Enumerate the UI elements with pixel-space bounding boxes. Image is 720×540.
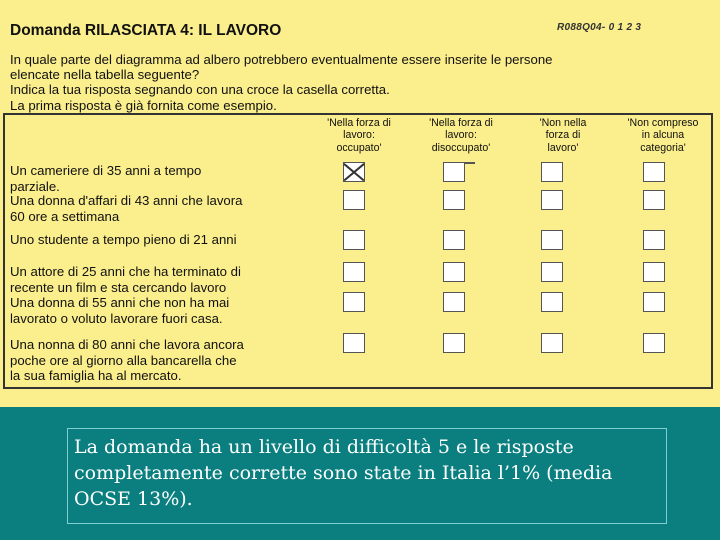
- row-label-cameriere: Un cameriere di 35 anni a tempo parziale.: [10, 163, 202, 194]
- instruction-line: Indica la tua risposta segnando con una croce la casella corretta.: [10, 82, 390, 98]
- answer-checkbox[interactable]: [541, 162, 563, 182]
- answer-checkbox[interactable]: [443, 262, 465, 282]
- answer-checkbox[interactable]: [343, 230, 365, 250]
- row-label-studente: Uno studente a tempo pieno di 21 anni: [10, 232, 237, 247]
- slide-caption: La domanda ha un livello di difficoltà 5 e le risposte completamente corrette sono state in Italia l’1% (media OCSE 13%).: [67, 428, 667, 524]
- answer-checkbox[interactable]: [541, 292, 563, 312]
- question-instructions: [10, 52, 710, 113]
- question-code: R088Q04- 0 1 2 3: [557, 22, 642, 33]
- answer-checkbox[interactable]: [643, 190, 665, 210]
- answer-checkbox[interactable]: [343, 333, 365, 353]
- answer-checkbox[interactable]: [343, 262, 365, 282]
- row-label-donna-55: Una donna di 55 anni che non ha mai lavorato o voluto lavorare fuori casa.: [10, 295, 230, 326]
- column-header-non-forza-lavoro: 'Non nella forza di lavoro': [539, 117, 587, 154]
- answer-checkbox[interactable]: [343, 292, 365, 312]
- instruction-line: La prima risposta è già fornita come esempio.: [10, 97, 277, 113]
- answer-checkbox[interactable]: [643, 262, 665, 282]
- row-label-donna-affari: Una donna d'affari di 43 anni che lavora 60 ore a settimana: [10, 193, 243, 224]
- question-title: Domanda RILASCIATA 4: IL LAVORO: [10, 22, 282, 39]
- answer-checkbox[interactable]: [443, 162, 465, 182]
- answer-checkbox[interactable]: [443, 190, 465, 210]
- answer-checkbox[interactable]: [541, 333, 563, 353]
- answer-checkbox[interactable]: [343, 162, 365, 182]
- column-header-disoccupato: 'Nella forza di lavoro: disoccupato': [429, 117, 493, 154]
- answer-checkbox[interactable]: [643, 333, 665, 353]
- answer-checkbox[interactable]: [343, 190, 365, 210]
- answer-checkbox[interactable]: [643, 162, 665, 182]
- instruction-line: In quale parte del diagramma ad albero potrebbero eventualmente essere inserite le persone: [10, 52, 553, 67]
- answer-checkbox[interactable]: [643, 292, 665, 312]
- answer-checkbox[interactable]: [643, 230, 665, 250]
- answer-checkbox[interactable]: [541, 190, 563, 210]
- row-label-attore: Un attore di 25 anni che ha terminato di recente un film e sta cercando lavoro: [10, 264, 241, 295]
- answer-checkbox[interactable]: [541, 230, 563, 250]
- row-label-nonna: Una nonna di 80 anni che lavora ancora poche ore al giorno alla bancarella che la sua famiglia ha al mercato.: [10, 337, 244, 383]
- answer-checkbox[interactable]: [443, 333, 465, 353]
- instruction-line: elencate nella tabella seguente?: [10, 67, 200, 83]
- answer-checkbox[interactable]: [443, 292, 465, 312]
- column-header-non-compreso: 'Non compreso in alcuna categoria': [627, 117, 699, 154]
- answer-checkbox[interactable]: [443, 230, 465, 250]
- column-header-occupato: 'Nella forza di lavoro: occupato': [327, 117, 391, 154]
- answer-checkbox[interactable]: [541, 262, 563, 282]
